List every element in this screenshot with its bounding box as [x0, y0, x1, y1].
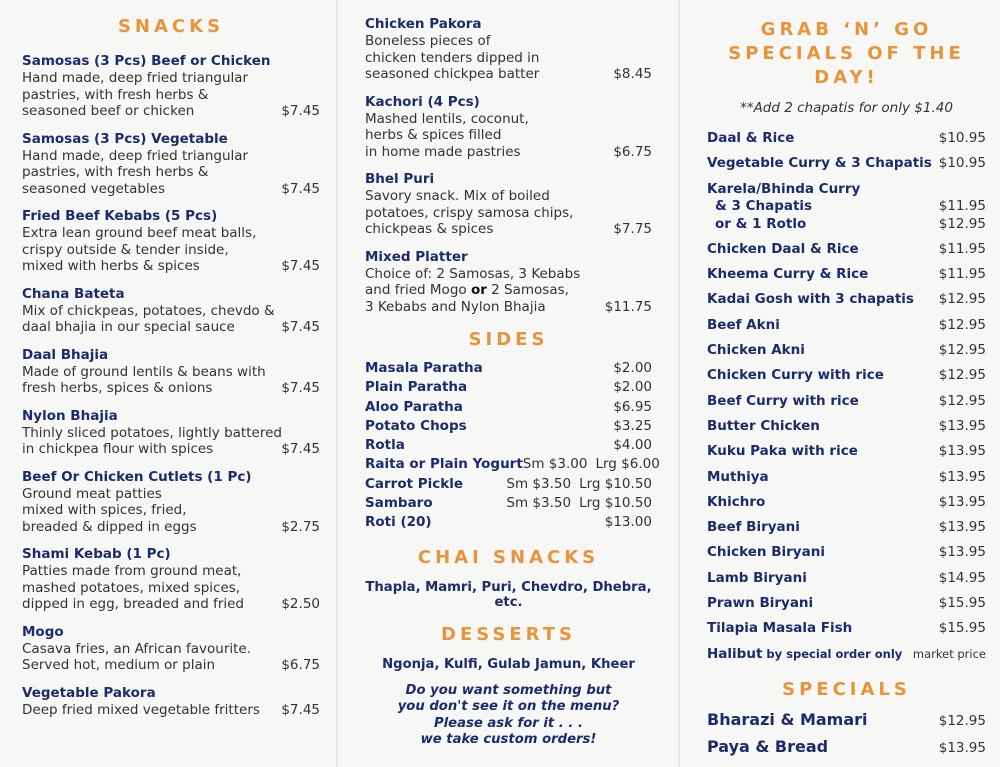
item-price: $7.45	[281, 319, 320, 335]
grab-n-go-column	[681, 0, 1000, 767]
desserts-heading: DESSERTS	[441, 623, 576, 645]
chai-snacks-heading: CHAI SNACKS	[417, 546, 600, 568]
item-price: $11.75	[604, 298, 652, 315]
side-price-large: Lrg $10.50	[579, 475, 652, 492]
side-item	[365, 495, 652, 514]
item-desc-line: Extra lean ground beef meat balls,	[22, 225, 257, 241]
menu-item	[22, 546, 320, 613]
specials-heading: SPECIALS	[782, 679, 911, 701]
item-price: $13.95	[938, 417, 986, 434]
fold-line-2	[678, 0, 680, 767]
menu-item	[365, 249, 652, 316]
side-name: Potato Chops	[365, 417, 467, 434]
side-item	[365, 360, 652, 379]
item-price: $7.45	[281, 258, 320, 274]
item-price: $6.75	[613, 143, 652, 160]
side-price: $2.00	[613, 360, 652, 376]
custom-note-line: Do you want something but	[405, 682, 612, 698]
side-price-small: Sm $3.00	[522, 456, 588, 473]
item-desc-line: seasoned vegetables	[22, 180, 166, 197]
chai-snacks-list: Thapla, Mamri, Puri, Chevdro, Dhebra, etc.	[365, 579, 652, 610]
grab-item	[707, 130, 986, 148]
side-item	[365, 437, 652, 456]
item-last-row	[22, 441, 320, 458]
item-name: Paya & Bread	[707, 736, 829, 756]
item-name: Samosas (3 Pcs) Vegetable	[22, 130, 228, 147]
grab-item	[707, 620, 986, 638]
menu-item	[22, 131, 320, 198]
item-last-row	[22, 181, 320, 198]
side-name: Plain Paratha	[365, 379, 468, 396]
item-note: by special order only	[762, 646, 903, 661]
side-name: Aloo Paratha	[365, 398, 463, 415]
item-desc-line: Mix of chickpeas, potatoes, chevdo &	[22, 302, 275, 319]
item-price: $7.45	[281, 441, 320, 457]
item-price: $12.95	[938, 367, 986, 384]
item-desc-line: and fried Mogo or 2 Samosas,	[365, 282, 569, 298]
custom-note-line: you don't see it on the menu?	[397, 699, 620, 715]
item-desc-line: pastries, with fresh herbs &	[22, 86, 209, 103]
item-name: Mogo	[22, 623, 64, 640]
item-last-row	[22, 103, 320, 120]
item-name: Kachori (4 Pcs)	[365, 93, 480, 110]
grab-item	[707, 519, 986, 537]
grab-item	[707, 494, 986, 512]
side-name: Rotla	[365, 437, 405, 454]
sides-heading: SIDES	[468, 329, 549, 350]
item-desc-line: mixed with spices, fried,	[22, 502, 187, 518]
menu-item	[22, 624, 320, 674]
item-desc-line: breaded & dipped in eggs	[22, 518, 197, 535]
side-item	[365, 399, 652, 418]
item-price: $10.95	[938, 130, 986, 146]
menu-item	[22, 685, 320, 719]
side-name: Raita or Plain Yogurt	[365, 456, 523, 473]
item-name: Muthiya	[707, 468, 769, 485]
item-name: Karela/Bhinda Curry	[707, 180, 861, 197]
item-desc-line: mashed potatoes, mixed spices,	[22, 579, 241, 596]
grab-item	[707, 367, 986, 385]
item-price: $7.45	[281, 701, 320, 718]
grab-item	[707, 393, 986, 411]
item-price: $12.95	[938, 392, 986, 409]
side-item	[365, 514, 652, 533]
item-last-row	[22, 657, 320, 674]
item-desc-line: Hand made, deep fried triangular	[22, 70, 249, 86]
grab-item	[707, 544, 986, 562]
side-item	[365, 456, 660, 475]
snacks-column	[0, 0, 336, 767]
side-name: Sambaro	[365, 495, 433, 512]
snacks-continued-list	[365, 16, 652, 238]
item-price: $12.95	[938, 342, 986, 359]
item-last-row	[22, 380, 320, 397]
item-desc-line: chicken tenders dipped in	[365, 49, 540, 66]
custom-note-line: we take custom orders!	[420, 732, 597, 748]
item-name: Beef Akni	[707, 316, 780, 333]
item-desc-line: Hand made, deep fried triangular	[22, 147, 249, 164]
grab-item	[707, 342, 986, 360]
item-name: Lamb Biryani	[707, 569, 807, 586]
grab-item	[707, 418, 986, 436]
item-desc-line: Patties made from ground meat,	[22, 563, 242, 579]
grab-list	[707, 130, 986, 173]
grab-item	[707, 317, 986, 335]
special-item	[707, 737, 986, 758]
item-name: Mixed Platter	[365, 248, 468, 265]
snacks-list	[22, 53, 320, 718]
menu-item-karela	[707, 181, 986, 234]
item-name: Chicken Akni	[707, 342, 805, 359]
item-price: $14.95	[938, 569, 986, 586]
item-name: Kheema Curry & Rice	[707, 266, 869, 283]
item-price: $6.75	[281, 657, 320, 673]
item-desc-line: Boneless pieces of	[365, 33, 491, 49]
item-name: Vegetable Pakora	[22, 684, 156, 701]
item-desc-line: seasoned chickpea batter	[365, 66, 540, 82]
item-price: $13.95	[938, 468, 986, 485]
side-name: Masala Paratha	[365, 360, 483, 376]
item-last-row	[365, 66, 652, 83]
item-price: $10.95	[938, 155, 986, 172]
item-price: $8.45	[613, 66, 652, 82]
item-desc-line: Casava fries, an African favourite.	[22, 640, 252, 657]
item-price: $7.45	[281, 103, 320, 119]
item-last-row	[22, 702, 320, 719]
item-name: Chicken Pakora	[365, 16, 482, 32]
grab-item	[707, 266, 986, 284]
item-name: Chicken Biryani	[707, 544, 825, 561]
item-price: $12.95	[938, 215, 986, 232]
item-price: $7.75	[613, 221, 652, 237]
grab-item	[707, 241, 986, 259]
menu-item	[22, 408, 320, 458]
item-desc-line: mixed with herbs & spices	[22, 258, 200, 274]
chapati-note: **Add 2 chapatis for only $1.40	[740, 100, 953, 116]
menu-item-halibut	[707, 646, 986, 664]
item-price: $2.75	[281, 518, 320, 535]
item-last-row	[22, 319, 320, 336]
item-price: $12.95	[938, 291, 986, 308]
item-name: Chana Bateta	[22, 285, 125, 302]
grab-item	[707, 155, 986, 173]
item-name: Nylon Bhajia	[22, 407, 118, 424]
item-price: $15.95	[938, 620, 986, 637]
item-name: Bhel Puri	[365, 171, 435, 187]
item-last-row	[365, 221, 652, 238]
item-desc-line: seasoned beef or chicken	[22, 103, 195, 119]
item-last-row	[22, 596, 320, 613]
menu-item	[22, 347, 320, 397]
item-price: $13.95	[938, 544, 986, 561]
sides-list	[365, 360, 660, 534]
item-name: Daal & Rice	[707, 130, 795, 146]
grab-item	[707, 443, 986, 461]
item-name: Halibut	[707, 645, 763, 662]
item-name: Daal Bhajia	[22, 346, 109, 363]
side-name: Roti (20)	[365, 514, 432, 531]
item-name: Beef Curry with rice	[707, 392, 859, 409]
item-last-row	[22, 258, 320, 275]
item-price: $11.95	[938, 240, 986, 257]
item-desc-line: potatoes, crispy samosa chips,	[365, 204, 574, 221]
desserts-list: Ngonja, Kulfi, Gulab Jamun, Kheer	[382, 656, 635, 672]
grab-item	[707, 595, 986, 613]
item-name: Beef Biryani	[707, 519, 800, 536]
item-price: $13.95	[938, 443, 986, 460]
item-name: Butter Chicken	[707, 417, 820, 434]
item-price: $2.50	[281, 596, 320, 612]
item-price: $15.95	[938, 595, 986, 612]
item-price: $13.95	[938, 519, 986, 536]
side-item	[365, 476, 652, 495]
item-name: Bharazi & Mamari	[707, 710, 868, 730]
item-last-row	[365, 144, 652, 161]
menu-item	[22, 286, 320, 336]
menu-item	[22, 469, 320, 536]
side-item	[365, 379, 652, 398]
item-name: Vegetable Curry & 3 Chapatis	[707, 155, 932, 172]
side-price: $6.95	[613, 398, 652, 415]
menu-item	[22, 53, 320, 120]
item-desc-line: herbs & spices filled	[365, 127, 502, 143]
grab-item	[707, 291, 986, 309]
item-desc-line: chickpeas & spices	[365, 221, 494, 237]
menu-item	[365, 94, 652, 161]
item-price: $7.45	[281, 380, 320, 396]
item-price: $13.95	[938, 739, 986, 756]
side-price-large: Lrg $10.50	[579, 495, 652, 512]
item-price: $13.95	[938, 493, 986, 510]
side-price: $13.00	[604, 514, 652, 531]
item-desc-line: Deep fried mixed vegetable fritters	[22, 701, 260, 718]
grab-list-continued	[707, 241, 986, 638]
item-desc-line: dipped in egg, breaded and fried	[22, 596, 245, 612]
item-desc-line: Thinly sliced potatoes, lightly battered	[22, 424, 282, 441]
grab-heading: GRAB ‘N’ GO	[760, 19, 933, 40]
item-desc-line: Served hot, medium or plain	[22, 657, 216, 673]
side-price-large: Lrg $6.00	[595, 456, 660, 473]
item-desc-line: Ground meat patties	[22, 485, 162, 502]
snacks-heading: SNACKS	[117, 16, 225, 37]
item-name: Prawn Biryani	[707, 595, 814, 612]
item-name: Khichro	[707, 493, 766, 510]
custom-orders-note	[365, 683, 652, 749]
item-price: $7.45	[281, 180, 320, 197]
item-name: Beef Or Chicken Cutlets (1 Pc)	[22, 468, 252, 485]
item-desc-line: in chickpea flour with spices	[22, 441, 214, 457]
item-name: Kadai Gosh with 3 chapatis	[707, 291, 914, 308]
item-desc-line: fresh herbs, spices & onions	[22, 380, 213, 396]
side-price: $3.25	[613, 417, 652, 434]
side-price-small: Sm $3.50	[506, 495, 572, 512]
item-option: & 3 Chapatis	[715, 198, 813, 215]
menu-item	[365, 171, 652, 238]
item-name: Fried Beef Kebabs (5 Pcs)	[22, 208, 218, 224]
special-item	[707, 710, 986, 731]
item-name: Chicken Curry with rice	[707, 367, 884, 384]
menu-item	[365, 16, 652, 83]
side-price: $4.00	[613, 437, 652, 454]
item-last-row	[22, 519, 320, 536]
item-name: Kuku Paka with rice	[707, 443, 858, 460]
fold-line-1	[336, 0, 338, 767]
item-name: Tilapia Masala Fish	[707, 620, 853, 637]
specials-list	[707, 710, 986, 757]
item-option: or & 1 Rotlo	[715, 215, 807, 232]
item-price: $11.95	[938, 266, 986, 283]
item-desc-line: crispy outside & tender inside,	[22, 241, 229, 258]
grab-item	[707, 469, 986, 487]
middle-column	[339, 0, 678, 767]
item-name: Chicken Daal & Rice	[707, 240, 859, 257]
item-desc-line: in home made pastries	[365, 143, 521, 160]
item-desc-line: 3 Kebabs and Nylon Bhajia	[365, 298, 546, 315]
custom-note-line: Please ask for it . . .	[433, 715, 584, 731]
item-desc-line: Choice of: 2 Samosas, 3 Kebabs	[365, 265, 581, 282]
grab-item	[707, 570, 986, 588]
item-price: $12.95	[938, 713, 986, 730]
item-desc-line: Savory snack. Mix of boiled	[365, 188, 550, 204]
side-name: Carrot Pickle	[365, 475, 464, 492]
item-name: Shami Kebab (1 Pc)	[22, 546, 171, 562]
item-desc-line: Mashed lentils, coconut,	[365, 110, 529, 127]
specials-of-day-heading: SPECIALS OF THE DAY!	[728, 43, 965, 88]
item-price: $11.95	[938, 198, 986, 215]
item-desc-line: Made of ground lentils & beans with	[22, 363, 266, 380]
side-price: $2.00	[613, 379, 652, 396]
side-price-small: Sm $3.50	[506, 475, 572, 492]
item-name: Samosas (3 Pcs) Beef or Chicken	[22, 53, 271, 69]
menu-item	[22, 208, 320, 275]
side-item	[365, 418, 652, 437]
item-price: $12.95	[938, 316, 986, 333]
item-desc-line: pastries, with fresh herbs &	[22, 164, 209, 180]
item-price: market price	[912, 646, 986, 661]
item-desc-line: daal bhajia in our special sauce	[22, 319, 235, 335]
